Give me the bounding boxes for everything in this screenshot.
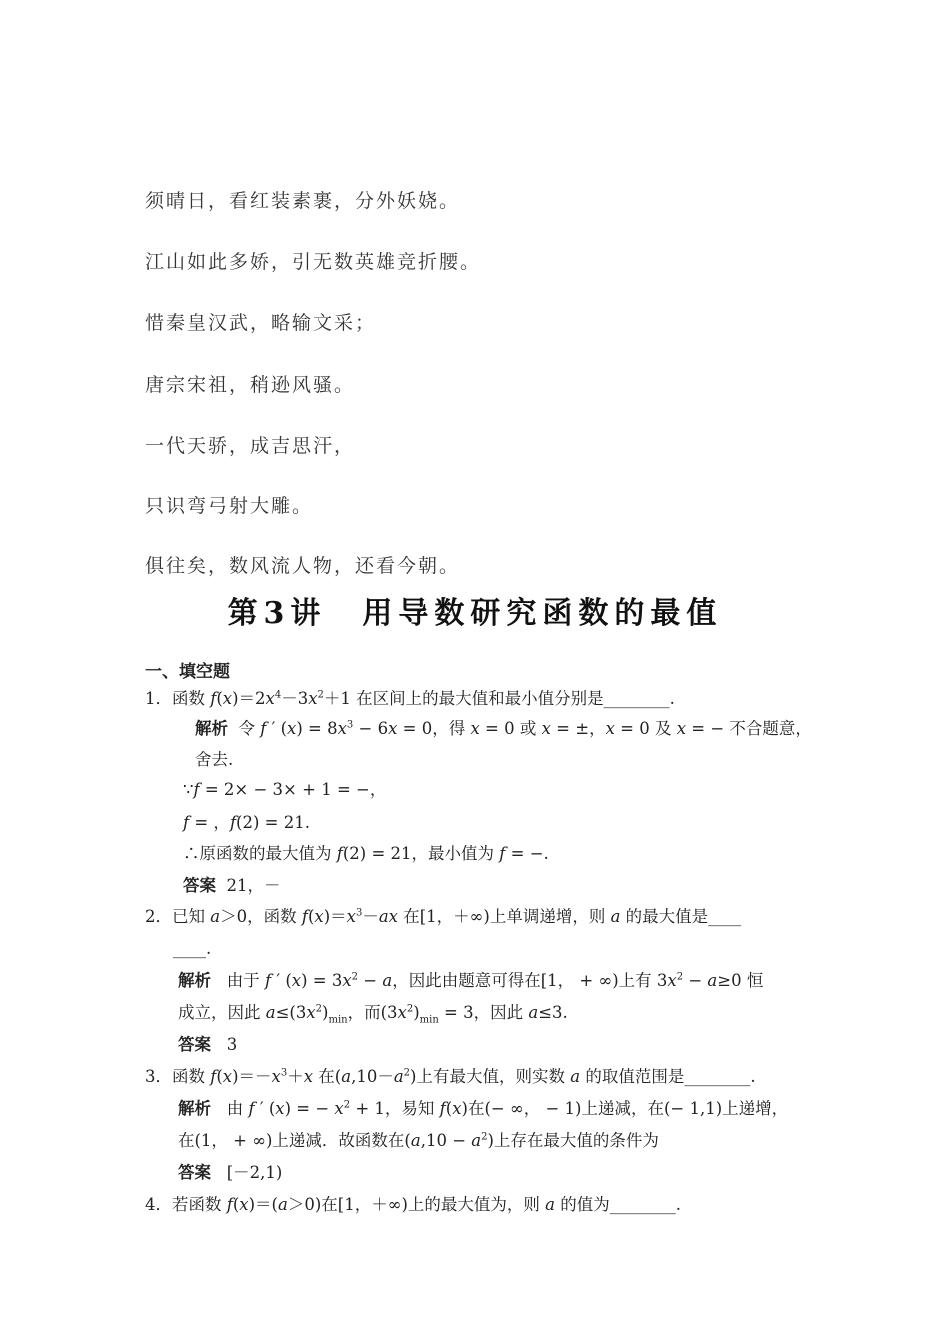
question-2: 2．已知 a＞0，函数 $f(x)=x^3-ax$ 在[1，＋∞)上单调递增，则 a 的最大值是____: [145, 907, 742, 926]
analysis-label: 解析: [195, 719, 228, 738]
poem-line-3: 惜秦皇汉武，略输文采；: [145, 312, 377, 334]
q2-answer: [178, 1034, 237, 1056]
q2-analysis-line-2: 成立，因此 $a\le(3x^2)_{min}$，而$(3x^2)_{min} = 3$，因此 a≤3.: [178, 1003, 568, 1026]
poem-line-4: 唐宗宋祖，稍逊风骚。: [145, 374, 356, 396]
q3-analysis-line-1: 解析 由 f ′ (x) = − $x^2 + 1$，易知 f(x)在(− ∞， − 1)上递减，在(− 1,1)上递增，: [178, 1099, 789, 1118]
question-1: 1．函数 $f(x)=2x^4-3x^2+1$ 在区间上的最大值和最小值分别是________.: [145, 689, 675, 708]
answer-label: 答案: [178, 1035, 211, 1054]
analysis-label: 解析: [178, 1099, 211, 1118]
question-2-blank: ____.: [173, 939, 212, 958]
q1-answer-value: 21，－: [226, 876, 281, 895]
section-heading: 一、填空题: [145, 662, 230, 682]
analysis-label: 解析: [178, 971, 211, 990]
answer-label: 答案: [178, 1163, 211, 1182]
q1-analysis-line-3: ∵f = 2× − 3× + 1 = −，: [183, 780, 387, 799]
q3-analysis-line-2: 在(1， + ∞)上递减．故函数在$(a,10 - a^2)$上存在最大值的条件为: [178, 1131, 659, 1150]
question-3: 3．函数 $f(x)=-x^3+x$ 在$(a,10-a^2)$上有最大值，则实数 a 的取值范围是________.: [145, 1067, 756, 1086]
q2-answer-value: 3: [226, 1035, 238, 1054]
poem-line-2: 江山如此多娇，引无数英雄竞折腰。: [145, 251, 482, 273]
q3-answer: [178, 1162, 282, 1184]
poem-line-1: 须晴日，看红装素裹，分外妖娆。: [145, 190, 461, 212]
poem-line-5: 一代天骄，成吉思汗，: [145, 435, 356, 457]
q3-answer-value: [－2,1): [226, 1163, 283, 1182]
q1-answer: [183, 875, 281, 897]
q1-analysis-line-1: 解析 令 f ′ $(x) = 8x^3 - 6x = 0$，得 x = 0 或 x = ±，x = 0 及 x = − 不合题意，: [195, 719, 812, 738]
answer-label: 答案: [183, 876, 216, 895]
page-title: 第3讲 用导数研究函数的最值: [227, 596, 723, 631]
question-4: 4．若函数 f(x)＝(a＞0)在[1，＋∞)上的最大值为，则 a 的值为________.: [145, 1195, 681, 1214]
q1-analysis-line-2: 舍去.: [195, 750, 234, 769]
poem-line-7: 俱往矣，数风流人物，还看今朝。: [145, 555, 461, 577]
q2-analysis-line-1: 解析 由于 f ′ $(x) = 3x^2 - a$，因此由题意可得在[1， + ∞)上有 $3x^2 - a\ge 0$ 恒: [178, 971, 764, 990]
q1-analysis-line-4: f = ，f(2) = 21.: [183, 813, 310, 832]
poem-line-6: 只识弯弓射大雕。: [145, 495, 314, 517]
q1-analysis-line-5: ∴原函数的最大值为 f(2) = 21，最小值为 f = −.: [183, 844, 549, 863]
